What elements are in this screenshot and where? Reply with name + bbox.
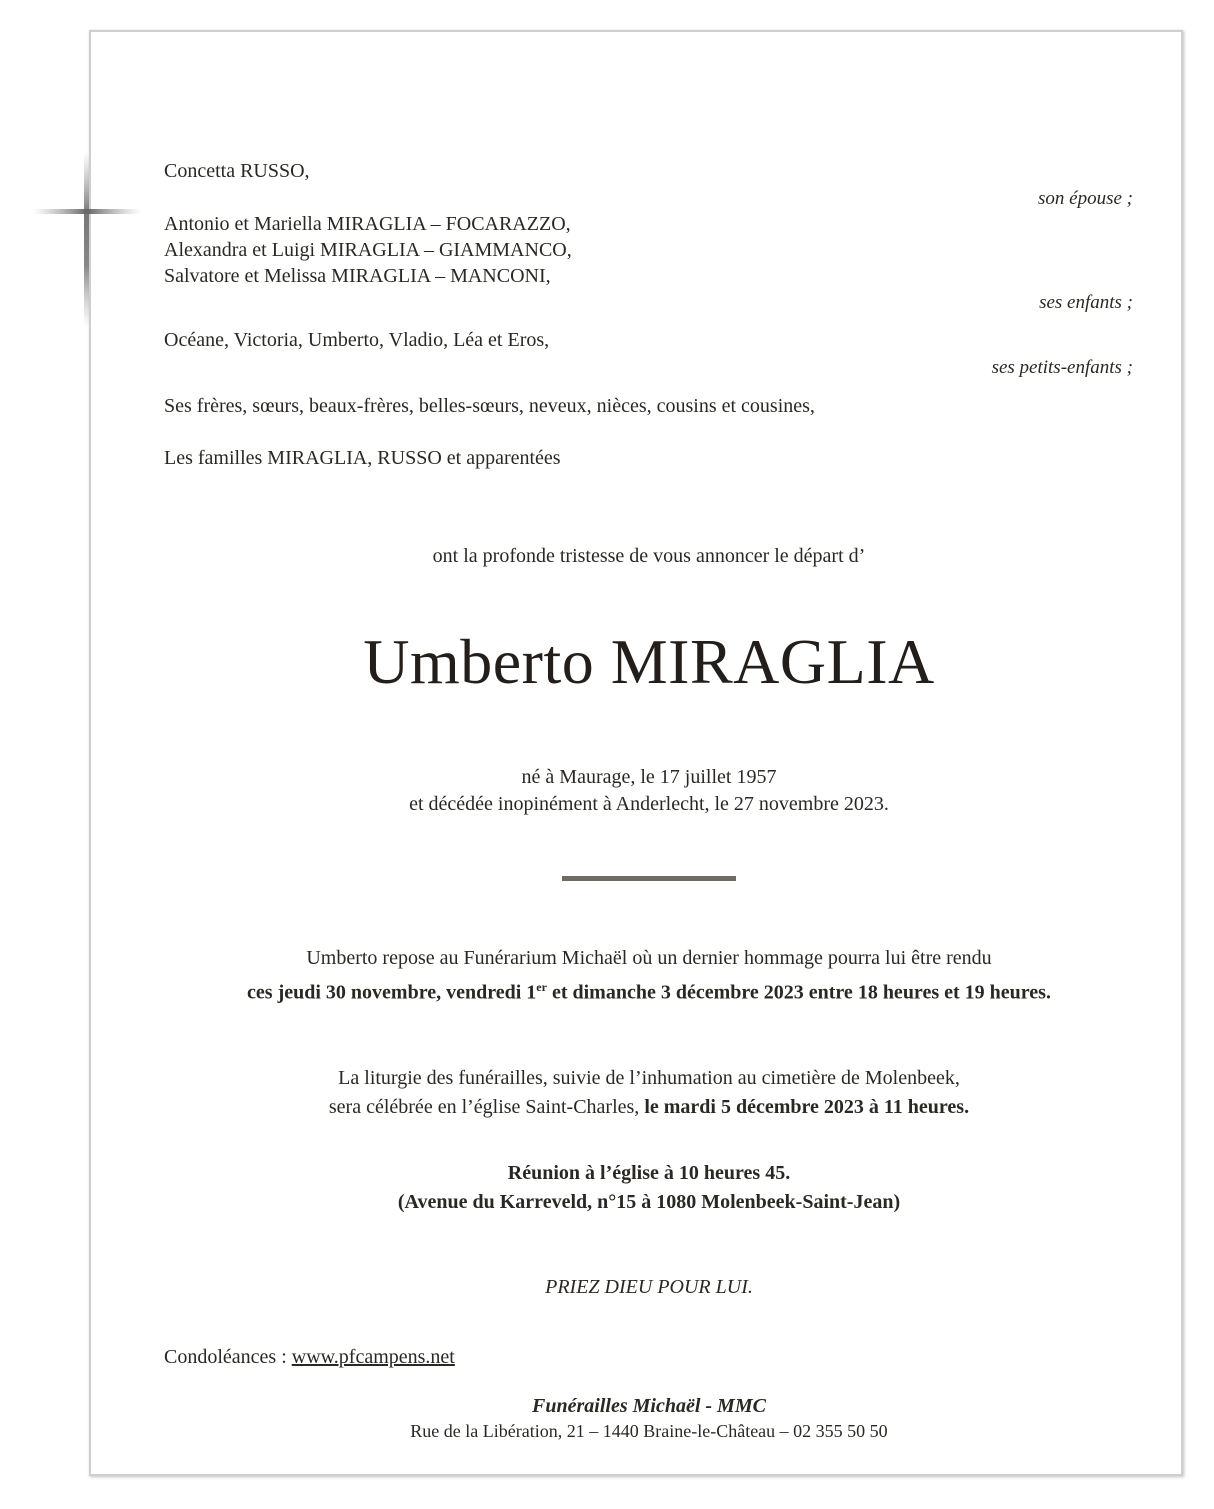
birth-line: né à Maurage, le 17 juillet 1957 <box>521 766 777 788</box>
visitation-line-1: Umberto repose au Funérarium Michaël où un dernier hommage pourra lui être rendu <box>306 947 992 969</box>
spouse-role: son épouse ; <box>1038 188 1133 209</box>
death-line: et décédée inopinément à Anderlecht, le 27 novembre 2023. <box>409 793 889 815</box>
announcement: ont la profonde tristesse de vous annoncer le départ d’ <box>432 545 866 567</box>
condolences-link[interactable]: www.pfcampens.net <box>291 1346 455 1368</box>
prayer: PRIEZ DIEU POUR LUI. <box>545 1276 753 1298</box>
spouse-name: Concetta RUSSO, <box>164 160 310 182</box>
child-line-1: Antonio et Mariella MIRAGLIA – FOCARAZZO, <box>164 213 571 235</box>
condolences: Condoléances : www.pfcampens.net <box>164 1346 455 1368</box>
divider <box>562 876 736 881</box>
grandchildren: Océane, Victoria, Umberto, Vladio, Léa et Eros, <box>164 329 550 351</box>
siblings-line: Ses frères, sœurs, beaux-frères, belles-sœurs, neveux, nièces, cousins et cousines, <box>164 395 815 417</box>
meeting-line-2: (Avenue du Karreveld, n°15 à 1080 Molenbeek-Saint-Jean) <box>397 1191 901 1213</box>
meeting-line-1: Réunion à l’église à 10 heures 45. <box>507 1162 791 1184</box>
footer-address: Rue de la Libération, 21 – 1440 Braine-le-Château – 02 355 50 50 <box>410 1421 888 1441</box>
grandchildren-role: ses petits-enfants ; <box>991 357 1133 378</box>
visitation-line-2: ces jeudi 30 novembre, vendredi 1er et dimanche 3 décembre 2023 entre 18 heures et 19 heures. <box>247 980 1051 1004</box>
children-role: ses enfants ; <box>1039 292 1133 313</box>
cross-icon <box>33 152 141 327</box>
funeral-line-2: sera célébrée en l’église Saint-Charles, le mardi 5 décembre 2023 à 11 heures. <box>328 1096 970 1118</box>
footer-company: Funérailles Michaël - MMC <box>532 1395 766 1417</box>
families-line: Les familles MIRAGLIA, RUSSO et apparentées <box>164 447 561 469</box>
child-line-3: Salvatore et Melissa MIRAGLIA – MANCONI, <box>164 265 551 287</box>
deceased-name: Umberto MIRAGLIA <box>363 626 935 697</box>
funeral-line-1: La liturgie des funérailles, suivie de l’inhumation au cimetière de Molenbeek, <box>338 1067 960 1089</box>
child-line-2: Alexandra et Luigi MIRAGLIA – GIAMMANCO, <box>164 239 572 261</box>
